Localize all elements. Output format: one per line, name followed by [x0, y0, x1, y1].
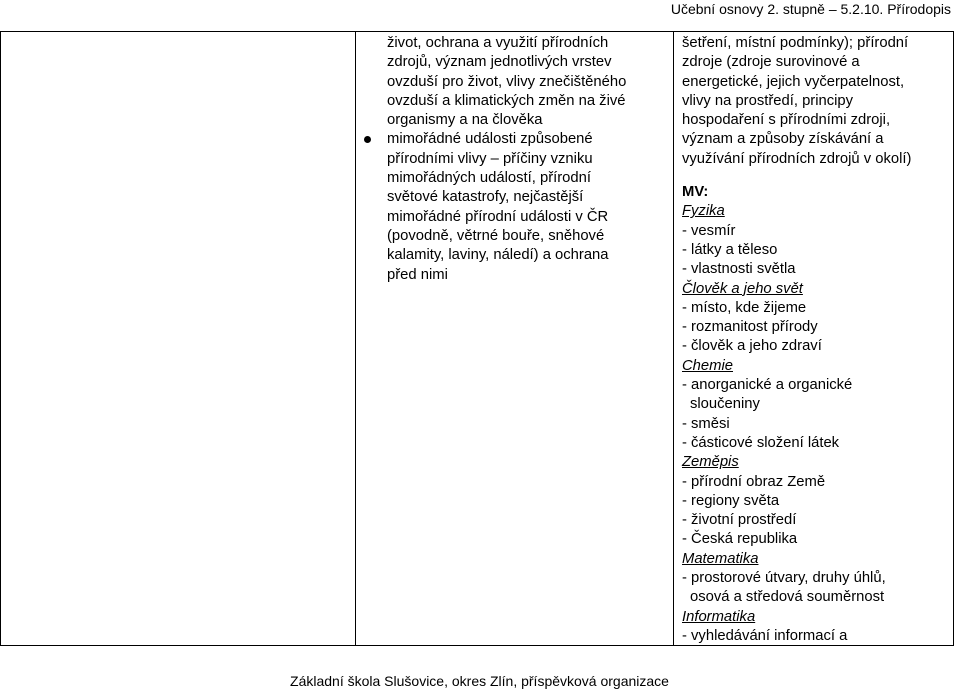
- list-item: [387, 130, 672, 284]
- page-footer: Základní škola Slušovice, okres Zlín, příspěvková organizace: [290, 673, 669, 689]
- text-line: (povodně, větrné bouře, sněhové: [387, 227, 605, 244]
- subject-topic: osová a středová souměrnost: [690, 589, 885, 606]
- subject-topic: - směsi: [682, 415, 730, 432]
- bullet-icon: [364, 136, 371, 143]
- subject-name: Informatika: [682, 608, 756, 625]
- text-line: význam a způsoby získávání a: [682, 131, 884, 148]
- subject-topic: - vyhledávání informací a: [682, 627, 848, 644]
- column-divider-2: [673, 32, 674, 645]
- subject-topic: - regiony světa: [682, 492, 780, 509]
- natural-resources-paragraph: [682, 34, 950, 169]
- subject-topic: - Česká republika: [682, 531, 798, 548]
- subject-name: Matematika: [682, 550, 759, 567]
- subject-topic: - částicové složení látek: [682, 434, 840, 451]
- subject-topic: sloučeniny: [690, 396, 760, 413]
- page-header: Učební osnovy 2. stupně – 5.2.10. Přírodopis: [670, 1, 951, 17]
- subject-topic: - látky a těleso: [682, 241, 778, 258]
- subject-name: Člověk a jeho svět: [682, 280, 803, 297]
- middle-column: [387, 34, 672, 285]
- curriculum-table: [0, 31, 954, 646]
- text-line: před nimi: [387, 266, 448, 283]
- subject-topic: - místo, kde žijeme: [682, 299, 807, 316]
- text-line: mimořádné přírodní události v ČR: [387, 208, 609, 225]
- subject-name: Zeměpis: [682, 454, 739, 471]
- subject-topic: - vesmír: [682, 222, 736, 239]
- text-line: využívání přírodních zdrojů v okolí): [682, 150, 912, 167]
- text-line: šetření, místní podmínky); přírodní: [682, 35, 909, 51]
- subject-name: Chemie: [682, 357, 733, 374]
- text-line: kalamity, laviny, náledí) a ochrana: [387, 247, 609, 264]
- subject-topic: - anorganické a organické: [682, 377, 853, 394]
- subject-topic: - životní prostředí: [682, 512, 797, 529]
- text-line: ovzduší pro život, vlivy znečištěného: [387, 73, 627, 90]
- text-line: vlivy na prostředí, principy: [682, 92, 854, 109]
- subject-topic: - vlastnosti světla: [682, 261, 796, 278]
- text-line: přírodními vlivy – příčiny vzniku: [387, 150, 593, 167]
- table-left-border: [0, 32, 1, 645]
- text-line: mimořádné události způsobené: [387, 131, 593, 148]
- environment-paragraph: [387, 34, 672, 130]
- text-line: organismy a na člověka: [387, 112, 543, 129]
- right-column: [682, 34, 950, 646]
- text-line: život, ochrana a využití přírodních: [387, 35, 609, 51]
- subject-name: Fyzika: [682, 203, 725, 220]
- text-line: světové katastrofy, nejčastější: [387, 189, 584, 206]
- subject-list: [682, 202, 950, 646]
- cross-subject-heading: MV:: [682, 184, 709, 201]
- text-line: energetické, jejich vyčerpatelnost,: [682, 73, 905, 90]
- subject-topic: - přírodní obraz Země: [682, 473, 826, 490]
- subject-topic: - člověk a jeho zdraví: [682, 338, 822, 355]
- subject-topic: - rozmanitost přírody: [682, 319, 818, 336]
- text-line: hospodaření s přírodními zdroji,: [682, 112, 891, 129]
- column-divider-1: [355, 32, 356, 645]
- text-line: zdrojů, význam jednotlivých vrstev: [387, 54, 612, 71]
- subject-topic: - prostorové útvary, druhy úhlů,: [682, 570, 886, 587]
- text-line: ovzduší a klimatických změn na živé: [387, 92, 626, 109]
- text-line: mimořádných událostí, přírodní: [387, 170, 591, 187]
- text-line: zdroje (zdroje surovinové a: [682, 54, 860, 71]
